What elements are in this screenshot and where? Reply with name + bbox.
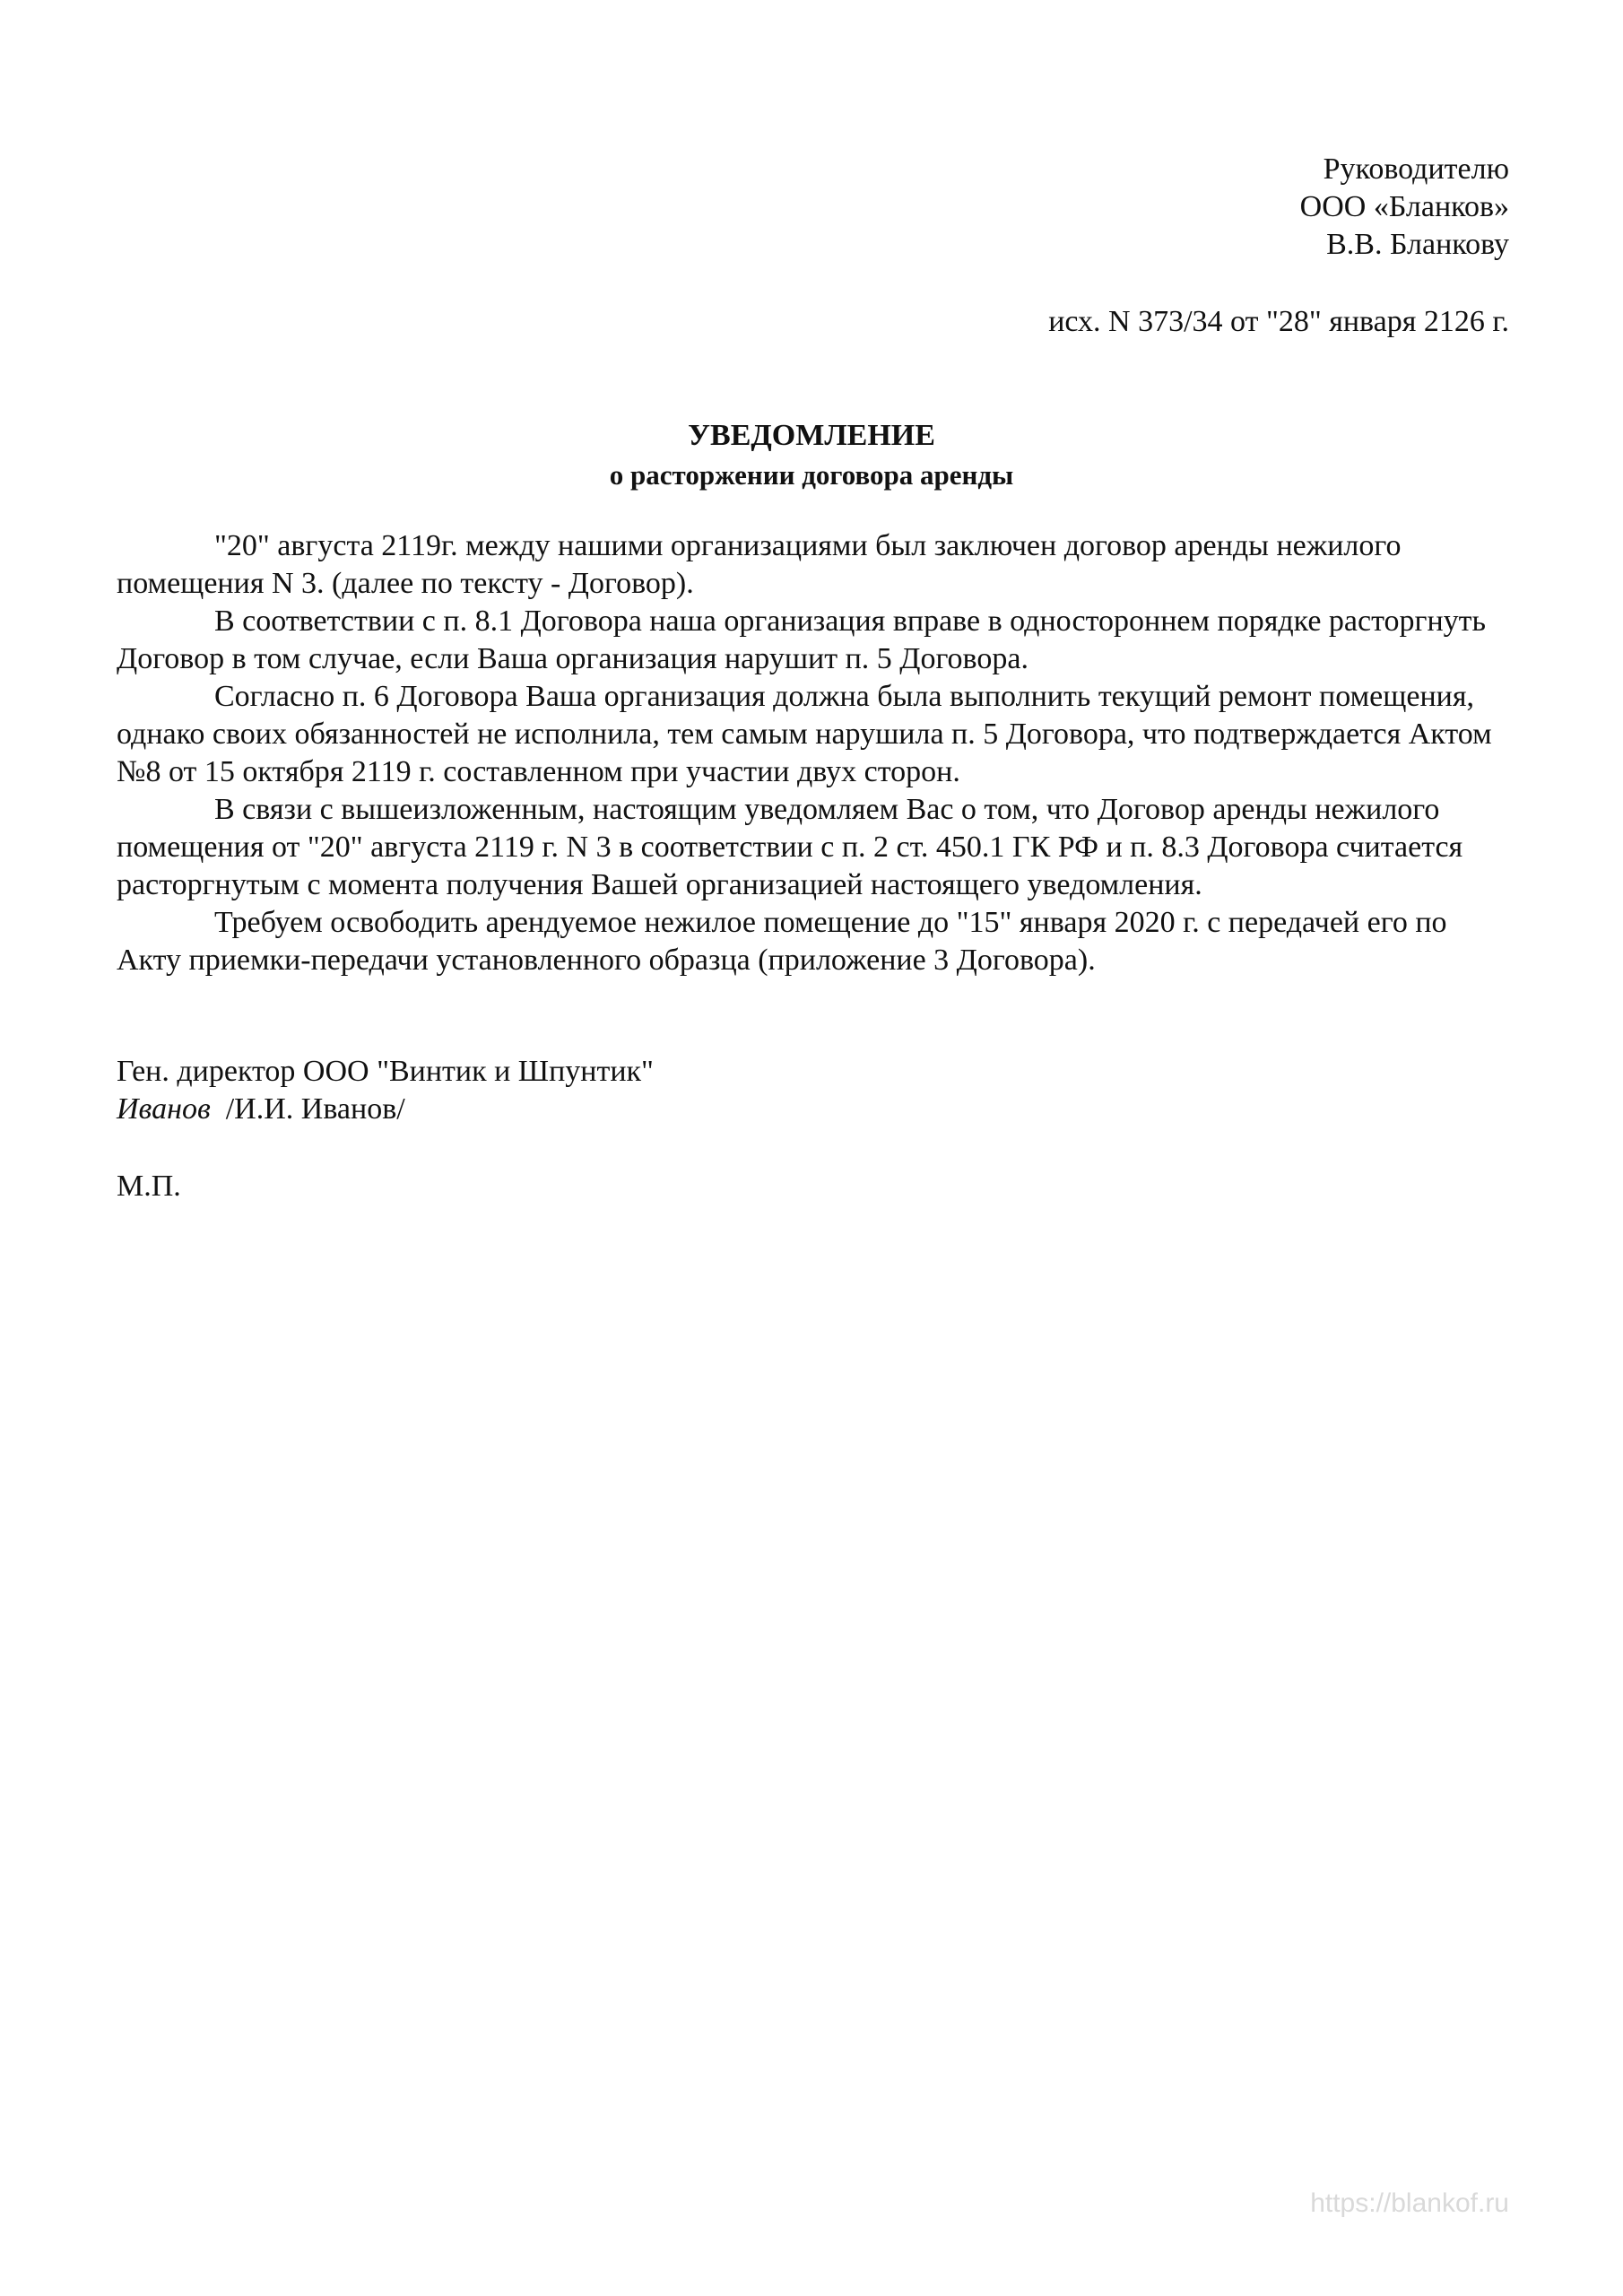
- outgoing-reference: исх. N 373/34 от "28" января 2126 г.: [1048, 305, 1509, 338]
- addressee-name: В.В. Бланкову: [1326, 228, 1509, 261]
- handwritten-signature: Иванов: [117, 1092, 211, 1126]
- addressee-position: Руководителю: [1323, 152, 1509, 186]
- signer-name: /И.И. Иванов/: [225, 1092, 405, 1126]
- signature-block: [117, 1053, 654, 1128]
- title-main: УВЕДОМЛЕНИЕ: [688, 419, 935, 452]
- stamp-place: М.П.: [117, 1170, 181, 1203]
- body-paragraph-2: В соответствии с п. 8.1 Договора наша организация вправе в одностороннем порядке расторгнуть Договор в том случае, если Ваша организация нарушит п. 5 Договора.: [117, 604, 1487, 675]
- addressee-block: [1300, 151, 1509, 264]
- title-subtitle: о расторжении договора аренды: [609, 459, 1014, 491]
- signer-position: Ген. директор ООО "Винтик и Шпунтик": [117, 1055, 654, 1088]
- body-paragraph-4: В связи с вышеизложенным, настоящим уведомляем Вас о том, что Договор аренды нежилого помещения от "20" августа 2119 г. N 3 в соответствии с п. 2 ст. 450.1 ГК РФ и п. 8.3 Договора считается расторгнутым с момента получения Вашей организацией настоящего уведомления.: [117, 793, 1463, 901]
- signature-line: [117, 1091, 654, 1128]
- watermark-url: https://blankof.ru: [1310, 2188, 1509, 2218]
- body-paragraph-3: Согласно п. 6 Договора Ваша организация должна была выполнить текущий ремонт помещения, однако своих обязанностей не исполнила, тем самым нарушила п. 5 Договора, что подтверждается Актом №8 от 15 октября 2119 г. составленном при участии двух сторон.: [117, 680, 1492, 788]
- document-body: [117, 527, 1508, 979]
- addressee-company: ООО «Бланков»: [1299, 190, 1509, 223]
- document-title: [0, 416, 1623, 495]
- body-paragraph-5: Требуем освободить арендуемое нежилое помещение до "15" января 2020 г. с передачей его по Акту приемки-передачи установленного образца (приложение 3 Договора).: [117, 906, 1447, 977]
- body-paragraph-1: "20" августа 2119г. между нашими организациями был заключен договор аренды нежилого помещения N 3. (далее по тексту - Договор).: [117, 529, 1402, 600]
